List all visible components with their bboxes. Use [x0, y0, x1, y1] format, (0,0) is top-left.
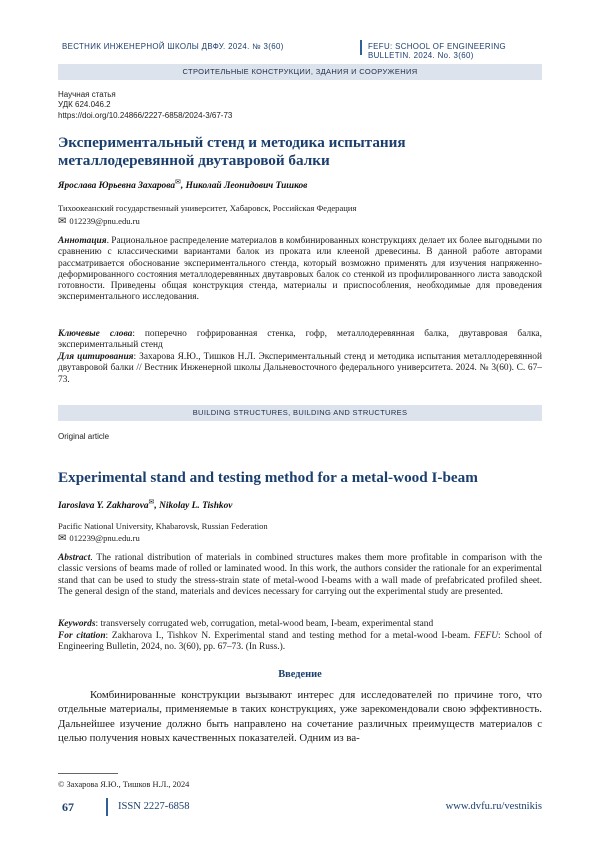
abstract-text-en: . The rational distribution of materials in combined structures makes them more profitable in comparison with the classic versions of beams made of rolled or laminated wood. In this work, the authors consider the rationale for an experimental stand that can be used to study the stress-strain state of metal-wood I-beams with a wall made of prefabricated profiled sheet. The general design of the stand, materials and devices necessary for carrying out the experimental study are presented. [58, 553, 542, 597]
keywords-label-ru: Ключевые слова [58, 329, 133, 339]
keywords-text-ru: : поперечно гофрированная стенка, гофр, металлодеревянная балка, двутавровая балка, экспериментальный стенд [58, 329, 542, 351]
intro-paragraph: Комбинированные конструкции вызывают интерес для исследователей по причине того, что отдельные материалы, применяемые в таких конструкциях, уже зарекомендовали свою эффективность. Дальнейшее изучение должно быть направлено на сочетание различных преимуществ материалов с целью получения новых качественных показателей. Одним из ва- [58, 689, 542, 745]
affiliation-ru: Тихоокеанский государственный университет, Хабаровск, Российская Федерация [58, 203, 357, 213]
author-2-ru: , Николай Леонидович Тишков [180, 181, 308, 191]
journal-header-ru: ВЕСТНИК ИНЖЕНЕРНОЙ ШКОЛЫ ДВФУ. 2024. № 3(60) [62, 42, 284, 51]
keywords-label-en: Keywords [58, 619, 96, 629]
issn: ISSN 2227-6858 [118, 801, 190, 812]
running-header [62, 40, 542, 60]
envelope-icon: ✉ [58, 216, 67, 227]
authors-en [58, 498, 233, 511]
citation-text-ru: : Захарова Я.Ю., Тишков Н.Л. Экспериментальный стенд и методика испытания металлодеревянной двутавровой балки // Вестник Инженерной школы Дальневосточного федерального университета. 2024. № 3(60). С. 67–73. [58, 352, 542, 385]
doi-link[interactable]: https://doi.org/10.24866/2227-6858/2024-3/67-73 [58, 110, 233, 120]
page-footer [62, 798, 542, 818]
journal-header-en: FEFU: SCHOOL OF ENGINEERING BULLETIN. 2024. No. 3(60) [368, 42, 507, 60]
author-2-en: , Nikolay L. Tishkov [154, 501, 233, 511]
affiliation-en: Pacific National University, Khabarovsk, Russian Federation [58, 521, 268, 531]
abstract-label-ru: Аннотация [58, 236, 107, 246]
citation-text-en-2: : School of Engineering Bulletin [58, 631, 543, 653]
author-1-ru: Ярослава Юрьевна Захарова [58, 181, 176, 191]
udc-code: УДК 624.046.2 [58, 100, 111, 110]
citation-ru [58, 352, 542, 386]
citation-en [58, 631, 542, 654]
article-type-en: Original article [58, 432, 110, 441]
mail-icon: ✉ [175, 178, 181, 186]
abstract-label-en: Abstract [58, 553, 91, 563]
title-ru-line2: металлодеревянной двутавровой балки [58, 151, 330, 169]
abstract-text-ru: . Рациональное распределение материалов в комбинированных конструкциях делает их более выгодными по сравнению с классическими вариантами балок из проката или клееной древесины. В данной работе авторами рассматривается обоснование экспериментального стенда, который возможно применять для изучения напряженно-деформированного состояния металлодеревянных двутавровых балок со стенкой из профилированного листа заводской готовности. Приведены общая конструкция стенда, материалы и приспособления, необходимые для проведения экспериментального исследования. [58, 236, 542, 303]
footer-separator [106, 798, 108, 816]
abstract-ru [58, 236, 542, 304]
keywords-ru [58, 329, 542, 352]
author-1-en: Iaroslava Y. Zakharova [58, 501, 149, 511]
envelope-icon: ✉ [58, 533, 67, 544]
page-number: 67 [62, 800, 74, 814]
keywords-text-en: : transversely corrugated web, corrugation, metal-wood beam, I-beam, experimental stand [95, 619, 434, 629]
mail-icon: ✉ [148, 498, 155, 506]
article-type-ru: Научная статья [58, 90, 116, 99]
journal-url[interactable]: www.dvfu.ru/vestnikis [445, 801, 542, 812]
citation-text-en-3: , 2024, no. 3(60), pp. 67–73. (In Russ.). [136, 642, 286, 653]
footnote-rule [58, 773, 118, 774]
abstract-en [58, 553, 542, 598]
section-band-ru: СТРОИТЕЛЬНЫЕ КОНСТРУКЦИИ, ЗДАНИЯ И СООРУЖЕНИЯ [58, 64, 542, 80]
citation-text-en-1: : Zakharova I., Tishkov N. Experimental stand and testing method for a metal-wood I-beam. [105, 631, 475, 641]
citation-label-ru: Для цитирования [58, 352, 134, 362]
email-en [58, 533, 140, 544]
article-meta-ru [58, 90, 232, 121]
keywords-en [58, 619, 542, 630]
header-separator [360, 40, 362, 55]
section-band-en: BUILDING STRUCTURES, BUILDING AND STRUCTURES [58, 405, 542, 421]
email-address-en[interactable]: 012239@pnu.edu.ru [69, 533, 140, 543]
citation-label-en: For citation [58, 631, 106, 641]
copyright-footnote: © Захарова Я.Ю., Тишков Н.Л., 2024 [58, 780, 190, 789]
intro-heading: Введение [278, 669, 322, 680]
article-title-ru [58, 134, 542, 169]
title-ru-line1: Экспериментальный стенд и методика испытания [58, 134, 406, 151]
citation-journal-en: FEFU [474, 631, 498, 641]
email-address-ru[interactable]: 012239@pnu.edu.ru [69, 216, 140, 226]
article-title-en: Experimental stand and testing method for a metal-wood I-beam [58, 469, 478, 486]
authors-ru [58, 178, 308, 191]
email-ru [58, 216, 140, 227]
